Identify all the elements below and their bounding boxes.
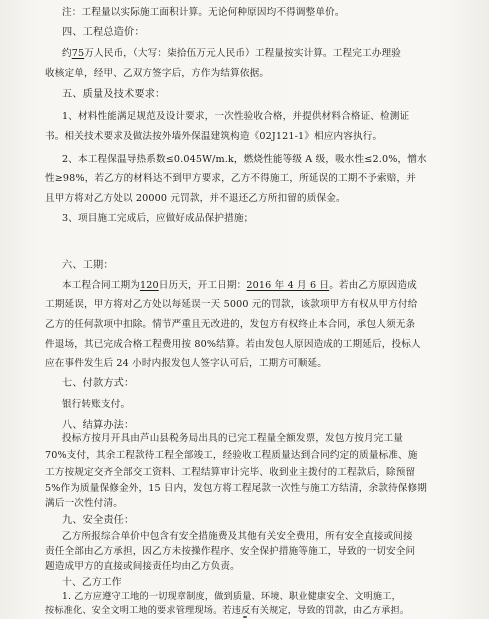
section-9-heading: 九、安全责任： bbox=[62, 515, 135, 526]
total-price-line: 约75万人民币，（大写：柒拾伍万元人民币）工程量按实计算。工程完工办理验 bbox=[62, 48, 402, 59]
paragraph-line: 责任全部由乙方承担，因乙方未按操作程序、安全保护措施等施工，导致的一切安全问 bbox=[45, 546, 416, 557]
note-line: 注：工程量以实际施工面积计算。无论何种原因均不得调整单价。 bbox=[62, 7, 345, 18]
paragraph-line: 70%支付，其余工程款待工程全部竣工，经验收工程质量达到合同约定的质量标准、施 bbox=[45, 450, 418, 461]
paragraph-line: 按标准化、安全文明工地的要求管理现场。若违反有关规定，导致的罚款，由乙方承担。 bbox=[45, 605, 410, 616]
section-10-heading: 十、乙方工作 bbox=[62, 577, 122, 588]
paragraph-line: 2、本工程保温导热系数≤0.045W/m.k，燃烧性能等级 A 级，吸水性≤2.0%，憎水 bbox=[62, 154, 427, 165]
paragraph-line: 性≥98%，若乙方的材料达不到甲方要求，乙方不得施工，所延误的工期不予索赔，并 bbox=[45, 173, 416, 184]
paragraph-line: 书。相关技术要求及做法按外墙外保温建筑构造《02J121-1》相应内容执行。 bbox=[45, 131, 383, 142]
duration-days: 120 bbox=[139, 280, 159, 291]
paragraph-line: 银行转账支付。 bbox=[62, 399, 131, 410]
paragraph-line: 应在事件发生后 24 小时内报发包人签字认可后，工期方可顺延。 bbox=[45, 358, 327, 369]
paragraph-line: 乙方的任何款项中扣除。情节严重且无改进的，发包方有权终止本合同，承包人须无条 bbox=[45, 319, 416, 330]
paragraph-line: 1. 乙方应遵守工地的一切现章制度，做到质量、环境、职业健康安全、文明施工， bbox=[62, 591, 401, 602]
paragraph-line: 工方按规定交齐全部交工资料、工程结算审计完毕、收到业主拨付的工程款后，除预留 bbox=[45, 467, 416, 478]
section-4-heading: 四、工程总造价： bbox=[62, 27, 145, 38]
price-amount: 75 bbox=[71, 48, 85, 59]
paragraph-line: 工期延误，甲方将对乙方处以每延误一天 5000 元的罚款，该款项甲方有权从甲方付给 bbox=[45, 299, 418, 310]
start-date: 2016 年 4 月 6 日 bbox=[246, 280, 330, 291]
paragraph-line: 1、材料性能满足规范及设计要求，一次性验收合格，并提供材料合格证、检测证 bbox=[62, 111, 410, 122]
paragraph-line: 题造成甲方的直接或间接责任均由乙方负责。 bbox=[45, 561, 240, 572]
paragraph-line: 乙方所报综合单价中包含有安全措施费及其他有关安全费用，所有安全直接或间接 bbox=[62, 531, 413, 542]
section-8-heading: 八、结算办法： bbox=[62, 420, 135, 431]
section-7-heading: 七、付款方式： bbox=[62, 378, 135, 389]
section-5-heading: 五、质量及技术要求： bbox=[62, 89, 166, 100]
paragraph-line: 投标方按月开具由芦山县税务局出具的已完工程量全额发票，发包方按月完工量 bbox=[62, 433, 404, 444]
paragraph-line: 3、项目施工完成后，应做好成品保护措施； bbox=[62, 213, 254, 224]
paragraph-line: 件退场，其已完成合格工程费用按 80%结算。若由发包人原因造成的工期延后，投标人 bbox=[45, 339, 421, 350]
duration-line: 本工程合同工期为120日历天，开工日期：2016 年 4 月 6 日。若由乙方原因造成 bbox=[62, 280, 417, 291]
paragraph-line: 5%作为质量保修金外，15 日内，发包方将工程尾款一次性与施工方结清，余款待保修期 bbox=[45, 483, 428, 494]
section-6-heading: 六、工期： bbox=[62, 260, 114, 271]
paragraph-line: 且甲方将对乙方处以 20000 元罚款，并不退还乙方所扣留的质保金。 bbox=[45, 193, 346, 204]
paragraph-line: 收核定单，经甲、乙双方签字后，方作为结算依据。 bbox=[45, 68, 270, 79]
paragraph-line: 满后一次性付清。 bbox=[45, 498, 123, 509]
